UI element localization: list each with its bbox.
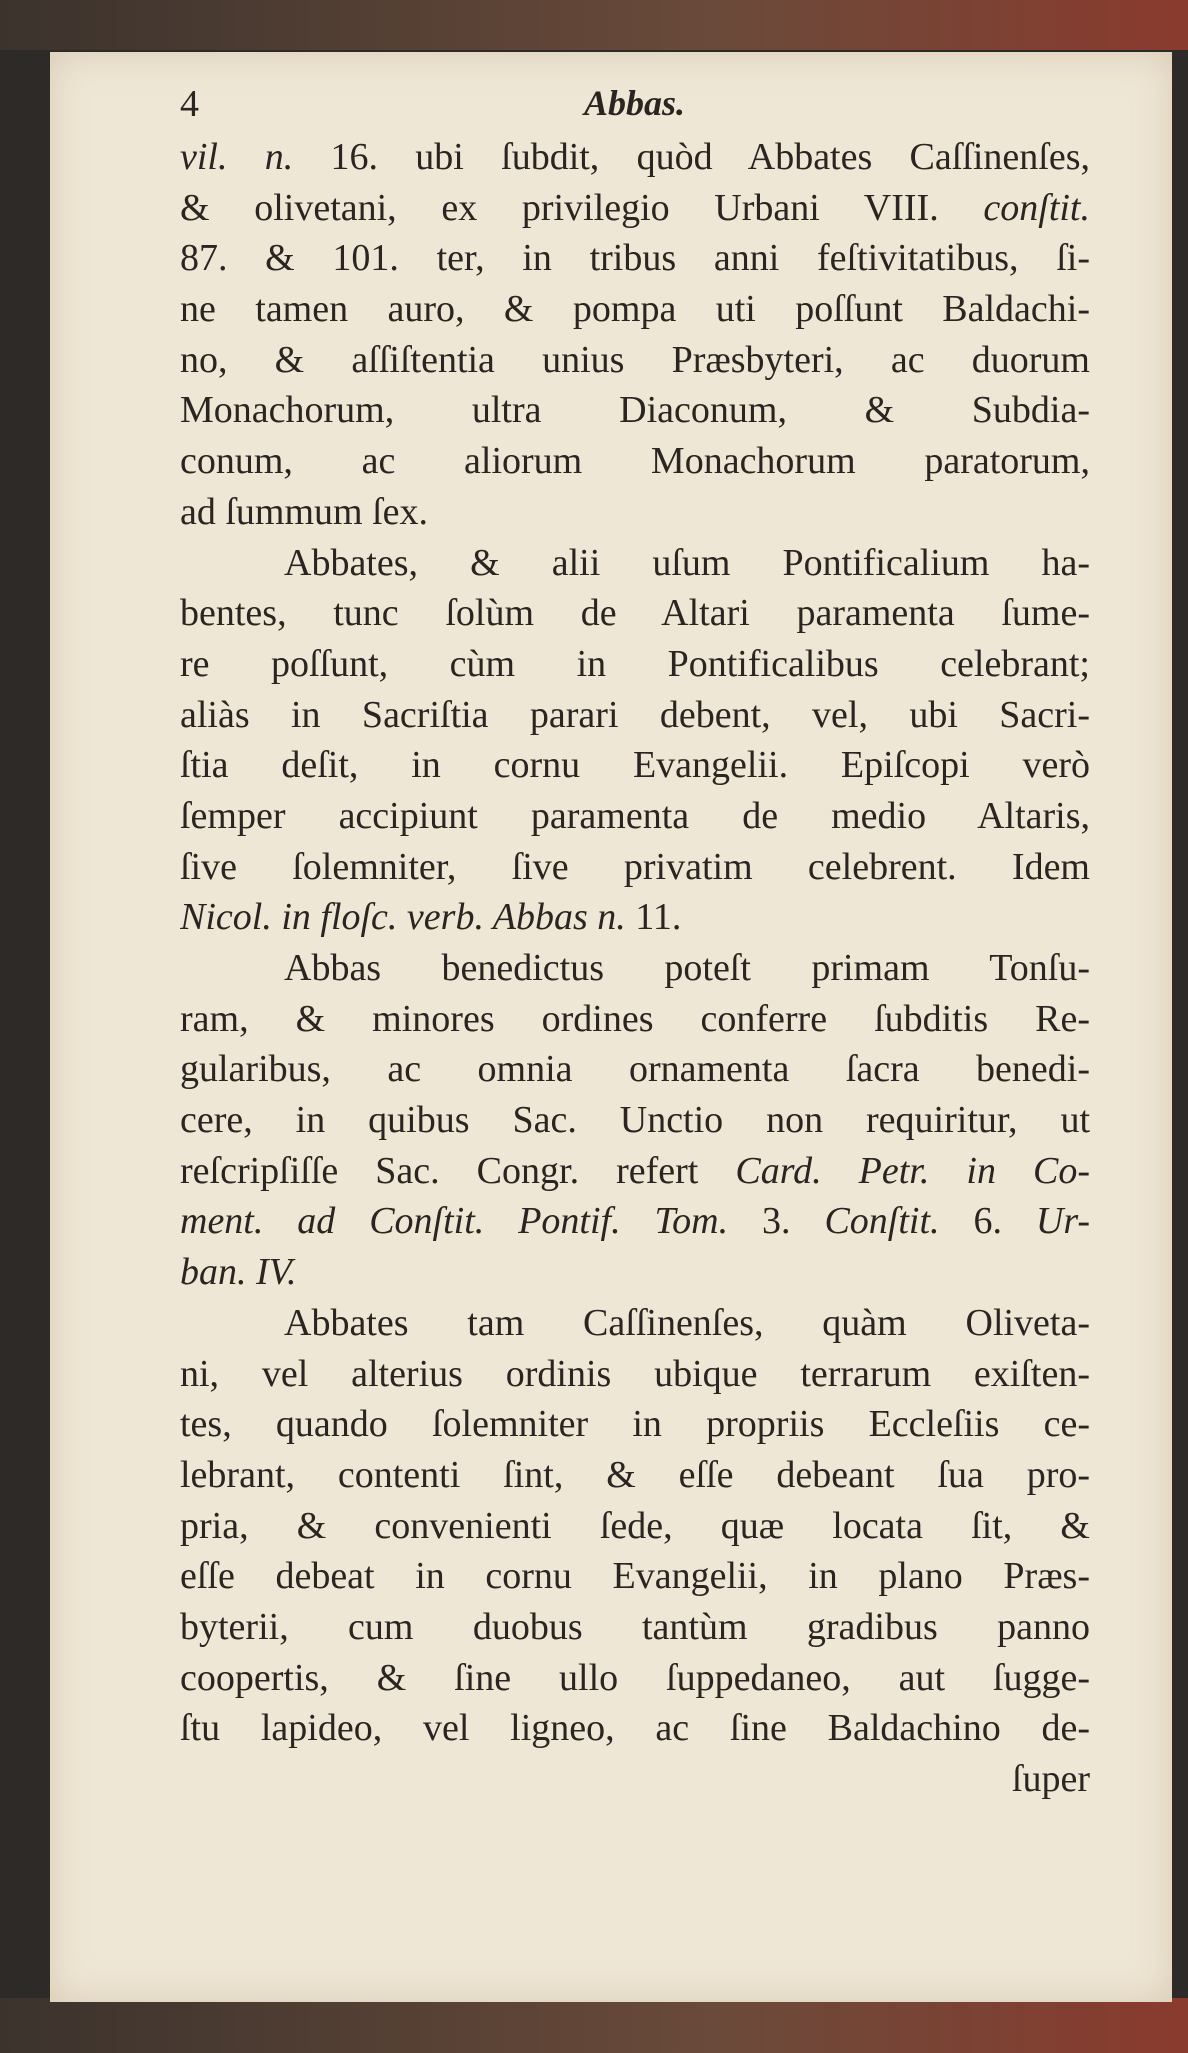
text-segment: ſuper (1011, 1758, 1090, 1800)
text-segment: 11. (625, 896, 682, 939)
text-segment: conum, ac aliorum Monachorum paratorum, (180, 440, 1090, 483)
italic-text-segment: ment. ad Conſtit. Pontif. Tom. (180, 1200, 729, 1243)
italic-text-segment: conſtit. (983, 186, 1090, 229)
text-line (180, 1196, 1090, 1247)
text-segment: Abbas benedictus poteſt primam Tonſu- (284, 947, 1090, 989)
text-segment: aliàs in Sacriſtia parari debent, vel, ubi Sacri- (180, 693, 1090, 736)
text-line (180, 1450, 1090, 1501)
text-line (180, 1399, 1090, 1450)
italic-text-segment: Card. Petr. in Co- (735, 1149, 1090, 1192)
text-line (180, 1247, 1090, 1298)
text-segment: & olivetani, ex privilegio Urbani VIII. (180, 186, 984, 229)
text-line (180, 1501, 1090, 1552)
text-segment: 6. (939, 1200, 1036, 1243)
page-number: 4 (180, 83, 199, 125)
text-segment: ne tamen auro, & pompa uti poſſunt Baldachi- (180, 288, 1090, 331)
text-segment: pria, & convenienti ſede, quæ locata ſit, & (180, 1504, 1090, 1547)
text-segment: tes, quando ſolemniter in propriis Eccleſiis ce- (180, 1403, 1090, 1446)
italic-text-segment: ban. IV. (180, 1251, 297, 1294)
text-segment: eſſe debeat in cornu Evangelii, in plano Præs- (180, 1555, 1090, 1598)
text-line (180, 132, 1090, 183)
text-line (180, 1703, 1090, 1754)
text-segment: ram, & minores ordines conferre ſubditis Re- (180, 997, 1090, 1040)
text-segment: coopertis, & ſine ullo ſuppedaneo, aut ſugge- (180, 1656, 1090, 1699)
italic-text-segment: Nicol. in floſc. verb. Abbas n. (180, 896, 626, 939)
text-line (180, 1602, 1090, 1653)
text-line (180, 436, 1090, 487)
text-segment: ſtia deſit, in cornu Evangelii. Epiſcopi verò (180, 744, 1090, 787)
text-segment: Monachorum, ultra Diaconum, & Subdia- (180, 389, 1090, 432)
text-line (180, 892, 1090, 943)
italic-text-segment: vil. n. (180, 136, 294, 178)
text-segment: cere, in quibus Sac. Unctio non requiritur, ut (180, 1099, 1090, 1142)
text-segment: lebrant, contenti ſint, & eſſe debeant ſua pro- (180, 1453, 1090, 1496)
text-segment: 16. ubi ſubdit, quòd Abbates Caſſinenſes, (293, 136, 1090, 178)
text-segment: no, & aſſiſtentia unius Præsbyteri, ac duorum (180, 338, 1090, 381)
scan-border-top (0, 0, 1188, 50)
text-segment: ſive ſolemniter, ſive privatim celebrent. Idem (180, 845, 1090, 888)
text-segment: gularibus, ac omnia ornamenta ſacra benedi- (180, 1048, 1090, 1091)
text-line (180, 335, 1090, 386)
text-line (180, 994, 1090, 1045)
text-line (180, 1653, 1090, 1704)
text-line (180, 588, 1090, 639)
text-line (180, 943, 1090, 994)
text-line (180, 791, 1090, 842)
text-segment: bentes, tunc ſolùm de Altari paramenta ſume- (180, 592, 1090, 635)
text-segment: byterii, cum duobus tantùm gradibus panno (180, 1605, 1090, 1648)
text-line (180, 284, 1090, 335)
text-segment: ad ſummum ſex. (180, 490, 429, 533)
text-line (180, 690, 1090, 741)
text-line (180, 842, 1090, 893)
text-segment: ni, vel alterius ordinis ubique terrarum exiſten- (180, 1352, 1090, 1395)
running-head: Abbas. (584, 83, 686, 123)
text-line (180, 487, 1090, 538)
italic-text-segment: Ur- (1035, 1200, 1090, 1243)
text-line (180, 538, 1090, 589)
page-header (180, 82, 1090, 132)
text-line (180, 1298, 1090, 1349)
text-line (180, 183, 1090, 234)
text-line (180, 639, 1090, 690)
text-segment: ſtu lapideo, vel ligneo, ac ſine Baldachino de- (180, 1707, 1090, 1750)
text-segment: ſemper accipiunt paramenta de medio Altaris, (180, 794, 1090, 837)
text-line (180, 233, 1090, 284)
text-line (180, 1044, 1090, 1095)
text-segment: 3. (728, 1200, 825, 1243)
italic-text-segment: Conſtit. (824, 1200, 940, 1243)
text-line (180, 1551, 1090, 1602)
text-line (180, 385, 1090, 436)
text-line (180, 740, 1090, 791)
text-line (180, 1349, 1090, 1400)
scan-border-bottom (0, 1998, 1188, 2053)
catchword (180, 1754, 1090, 1805)
text-segment: reſcripſiſſe Sac. Congr. refert (180, 1149, 736, 1192)
text-segment: re poſſunt, cùm in Pontificalibus celebrant; (180, 642, 1090, 685)
text-line (180, 1095, 1090, 1146)
text-line (180, 1146, 1090, 1197)
text-segment: 87. & 101. ter, in tribus anni feſtivitatibus, ſi- (180, 237, 1090, 280)
page-body-text (180, 132, 1090, 1805)
text-segment: Abbates tam Caſſinenſes, quàm Oliveta- (284, 1301, 1090, 1344)
text-segment: Abbates, & alii uſum Pontificalium ha- (284, 541, 1090, 584)
